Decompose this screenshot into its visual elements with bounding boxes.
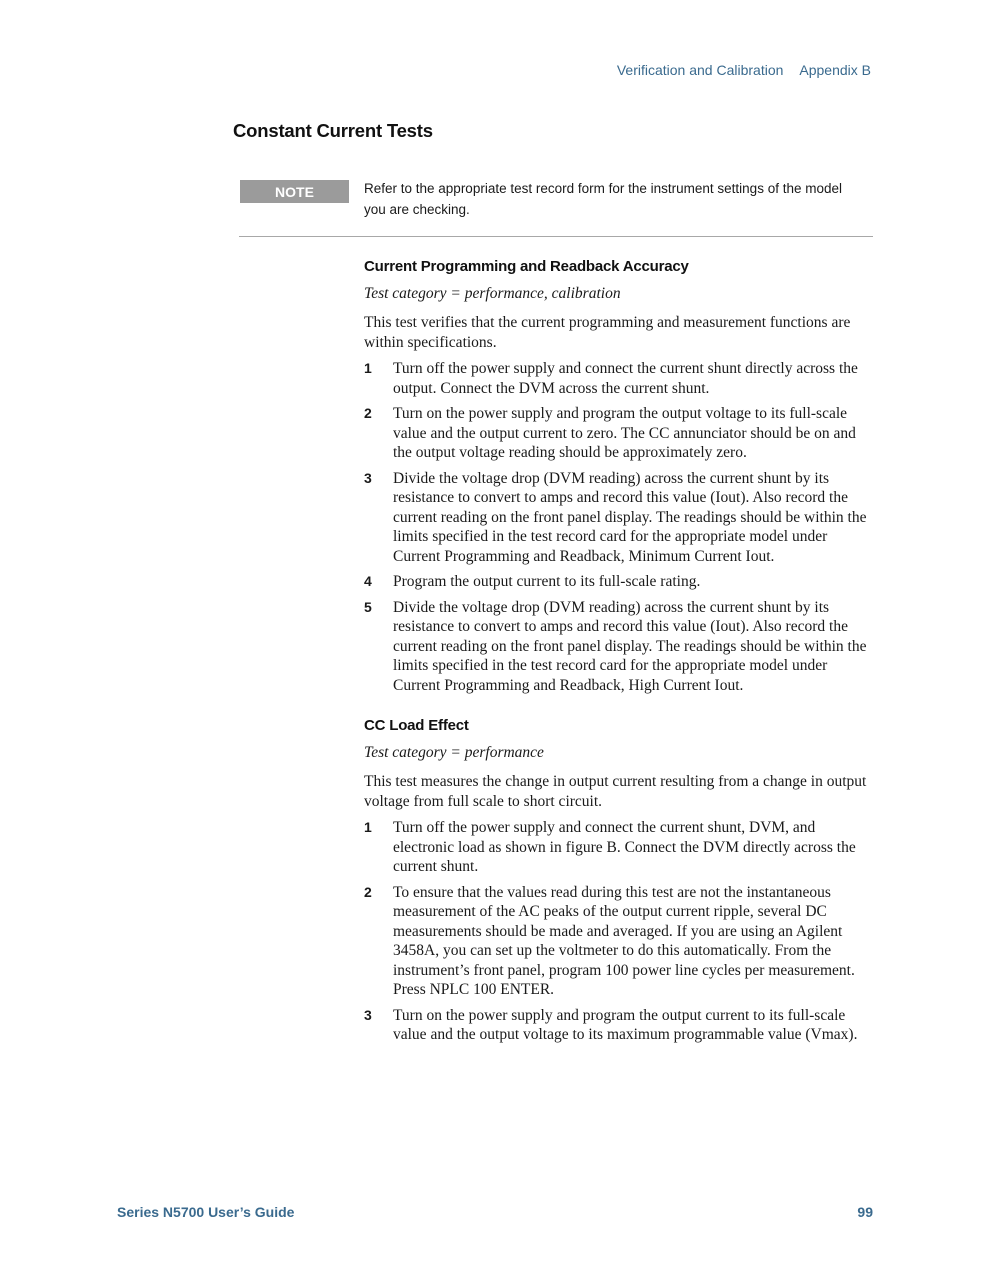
main-content: [364, 258, 876, 1051]
note-text: Refer to the appropriate test record form for the instrument settings of the model you are checking.: [364, 181, 842, 217]
step-number: 3: [364, 469, 372, 486]
step-item: [364, 598, 876, 696]
step-item: [364, 469, 876, 567]
step-number: 1: [364, 360, 372, 376]
step-text: Divide the voltage drop (DVM reading) across the current shunt by its resistance to convert to amps and record this value (Iout). Also record the current reading on the front panel display. The readings should be within the limits specified in the test record card for the appropriate model under Current Programming and Readback, Minimum Current Iout.: [393, 469, 867, 565]
step-text: To ensure that the values read during this test are not the instantaneous measurement of the AC peaks of the output current ripple, several DC measurements should be made and averaged. If you are using an Agilent 3458A, you can set up the voltmeter to do this automatically. From the instrument’s front panel, program 100 power line cycles per measurement. Press NPLC 100 ENTER.: [393, 883, 855, 998]
header-chapter: Verification and Calibration: [616, 62, 784, 78]
step-text: Turn on the power supply and program the output voltage to its full-scale value and the output current to zero. The CC annunciator should be on and the output voltage reading should be approximately zero.: [393, 405, 856, 461]
step-item: [364, 359, 876, 398]
step-number: 4: [364, 573, 372, 589]
step-item: [364, 404, 876, 463]
step-item: [364, 1006, 876, 1045]
section-intro: This test measures the change in output current resulting from a change in output voltage from full scale to short circuit.: [364, 773, 867, 810]
header-appendix: Appendix B: [799, 62, 871, 78]
step-number: 3: [364, 1006, 372, 1023]
step-list: [364, 359, 876, 695]
section-cc-load-effect: [364, 717, 876, 1045]
step-text: Turn off the power supply and connect the current shunt, DVM, and electronic load as shown in figure B. Connect the DVM directly across the current shunt.: [393, 819, 856, 875]
section-heading: Current Programming and Readback Accuracy: [364, 258, 689, 275]
step-text: Turn on the power supply and program the output current to its full-scale value and the output voltage to its maximum programmable value (Vmax).: [393, 1006, 858, 1043]
step-text: Divide the voltage drop (DVM reading) across the current shunt by its resistance to convert to amps and record this value (Iout). Also record the current reading on the front panel display. The readings should be within the limits specified in the test record card for the appropriate model under Current Programming and Readback, High Current Iout.: [393, 598, 867, 694]
note-badge: NOTE: [240, 180, 349, 203]
step-number: 2: [364, 405, 372, 421]
footer-guide-title: Series N5700 User’s Guide: [117, 1204, 295, 1220]
test-category: Test category = performance: [364, 744, 544, 761]
step-number: 2: [364, 883, 372, 900]
step-text: Turn off the power supply and connect the current shunt directly across the output. Connect the DVM across the current shunt.: [393, 360, 858, 397]
divider: [239, 236, 873, 237]
step-number: 1: [364, 819, 372, 835]
section-intro: This test verifies that the current programming and measurement functions are within specifications.: [364, 314, 851, 351]
step-item: [364, 572, 876, 592]
step-item: [364, 883, 876, 1000]
section-title: Constant Current Tests: [233, 120, 433, 141]
section-current-programming: [364, 258, 876, 695]
step-list: [364, 818, 876, 1045]
test-category: Test category = performance, calibration: [364, 285, 621, 302]
running-header: [617, 62, 871, 78]
page-number: 99: [857, 1204, 873, 1220]
step-number: 5: [364, 598, 372, 615]
step-item: [364, 818, 876, 877]
step-text: Program the output current to its full-scale rating.: [393, 573, 701, 590]
section-heading: CC Load Effect: [364, 717, 469, 734]
